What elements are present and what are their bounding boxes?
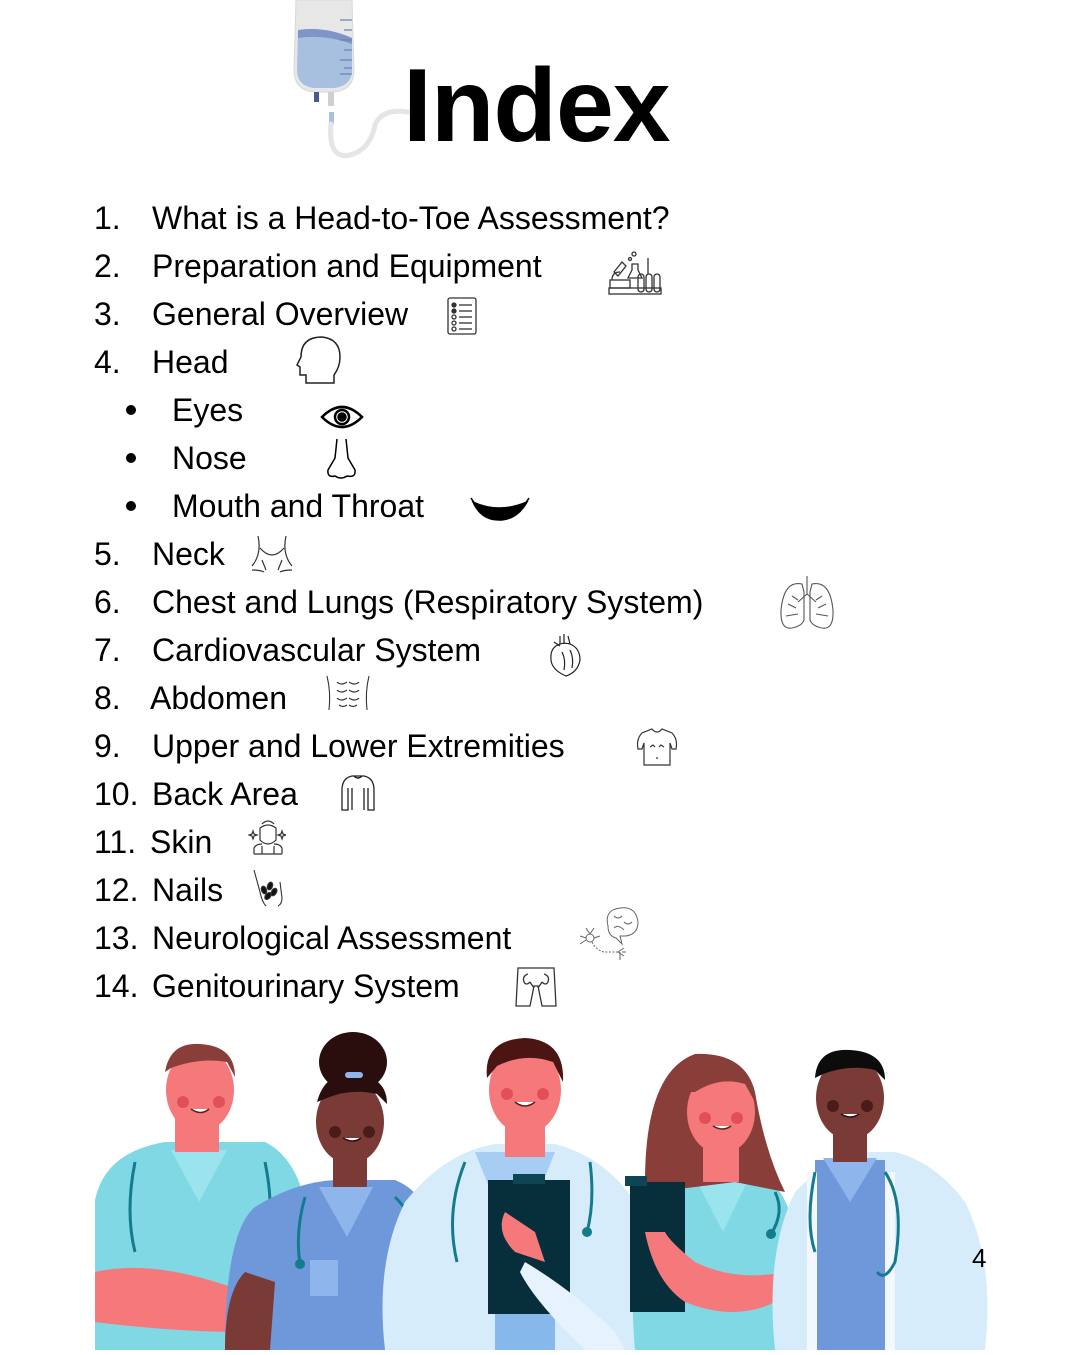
toc-item-label: Neck bbox=[152, 536, 225, 572]
toc-item-number: 9. bbox=[94, 728, 121, 764]
toc-item-label: Genitourinary System bbox=[152, 968, 460, 1004]
toc-item-label: Upper and Lower Extremities bbox=[152, 728, 565, 764]
toc-item-label: Nails bbox=[152, 872, 224, 908]
kidneys-icon bbox=[514, 966, 558, 1008]
medical-team-illustration bbox=[95, 1032, 995, 1350]
toc-subitem-label: Nose bbox=[172, 440, 247, 476]
page-title: Index bbox=[403, 48, 670, 164]
toc-item-label: Preparation and Equipment bbox=[152, 248, 542, 284]
toc-item-8[interactable] bbox=[94, 680, 287, 716]
toc-item-number: 3. bbox=[94, 296, 121, 332]
toc-item-number: 11. bbox=[94, 824, 137, 860]
toc-item-number: 5. bbox=[94, 536, 121, 572]
head-profile-icon bbox=[296, 335, 344, 385]
nurse-3-figure bbox=[625, 1054, 795, 1350]
checklist-icon bbox=[447, 297, 477, 335]
back-icon bbox=[340, 774, 376, 812]
bullet-dot bbox=[126, 405, 136, 415]
toc-item-2[interactable] bbox=[94, 248, 542, 284]
toc-item-label: Chest and Lungs (Respiratory System) bbox=[152, 584, 704, 620]
toc-item-3[interactable] bbox=[94, 296, 408, 332]
skin-care-icon bbox=[248, 818, 286, 856]
toc-item-label: Head bbox=[152, 344, 229, 380]
toc-item-label: Back Area bbox=[152, 776, 298, 812]
neck-icon bbox=[250, 534, 294, 574]
heart-icon bbox=[548, 632, 582, 678]
toc-item-number: 6. bbox=[94, 584, 121, 620]
mouth-icon bbox=[469, 496, 531, 522]
nose-icon bbox=[325, 438, 359, 480]
doctor-1-figure bbox=[383, 1038, 656, 1350]
toc-item-11[interactable] bbox=[94, 824, 212, 860]
bullet-dot bbox=[126, 501, 136, 511]
toc-subitem-label: Eyes bbox=[172, 392, 244, 428]
toc-item-number: 1. bbox=[94, 200, 121, 236]
toc-subitem-label: Mouth and Throat bbox=[172, 488, 425, 524]
toc-item-13[interactable] bbox=[94, 920, 511, 956]
page-number: 4 bbox=[972, 1243, 987, 1273]
toc-item-number: 7. bbox=[94, 632, 121, 668]
toc-subitem-mouth-throat[interactable] bbox=[126, 488, 424, 524]
bullet-dot bbox=[126, 453, 136, 463]
brain-neuron-icon bbox=[578, 906, 640, 966]
abdomen-icon bbox=[325, 674, 371, 712]
toc-item-label: Neurological Assessment bbox=[152, 920, 512, 956]
toc-subitem-nose[interactable] bbox=[126, 440, 247, 476]
lab-equipment-icon bbox=[608, 250, 662, 298]
toc-item-number: 2. bbox=[94, 248, 121, 284]
toc-item-number: 10. bbox=[94, 776, 139, 812]
toc-item-4[interactable] bbox=[94, 344, 229, 380]
toc-item-10[interactable] bbox=[94, 776, 298, 812]
toc-item-12[interactable] bbox=[94, 872, 223, 908]
toc-item-6[interactable] bbox=[94, 584, 703, 620]
toc-item-number: 8. bbox=[94, 680, 121, 716]
toc-item-number: 4. bbox=[94, 344, 121, 380]
toc-item-14[interactable] bbox=[94, 968, 460, 1004]
toc-item-label: What is a Head-to-Toe Assessment? bbox=[152, 200, 670, 236]
toc-item-label: Abdomen bbox=[150, 680, 287, 716]
nails-icon bbox=[252, 868, 284, 908]
toc-item-label: Cardiovascular System bbox=[152, 632, 481, 668]
toc-item-7[interactable] bbox=[94, 632, 481, 668]
torso-icon bbox=[636, 727, 678, 767]
toc-item-number: 12. bbox=[94, 872, 139, 908]
toc-item-label: General Overview bbox=[152, 296, 409, 332]
toc-item-1[interactable] bbox=[94, 200, 670, 236]
toc-item-9[interactable] bbox=[94, 728, 565, 764]
lungs-icon bbox=[778, 574, 836, 632]
toc-item-number: 13. bbox=[94, 920, 139, 956]
toc-item-5[interactable] bbox=[94, 536, 225, 572]
toc-subitem-eyes[interactable] bbox=[126, 392, 243, 428]
toc-item-number: 14. bbox=[94, 968, 139, 1004]
toc-item-label: Skin bbox=[150, 824, 213, 860]
eye-icon bbox=[320, 403, 364, 431]
doctor-2-figure bbox=[773, 1050, 988, 1350]
